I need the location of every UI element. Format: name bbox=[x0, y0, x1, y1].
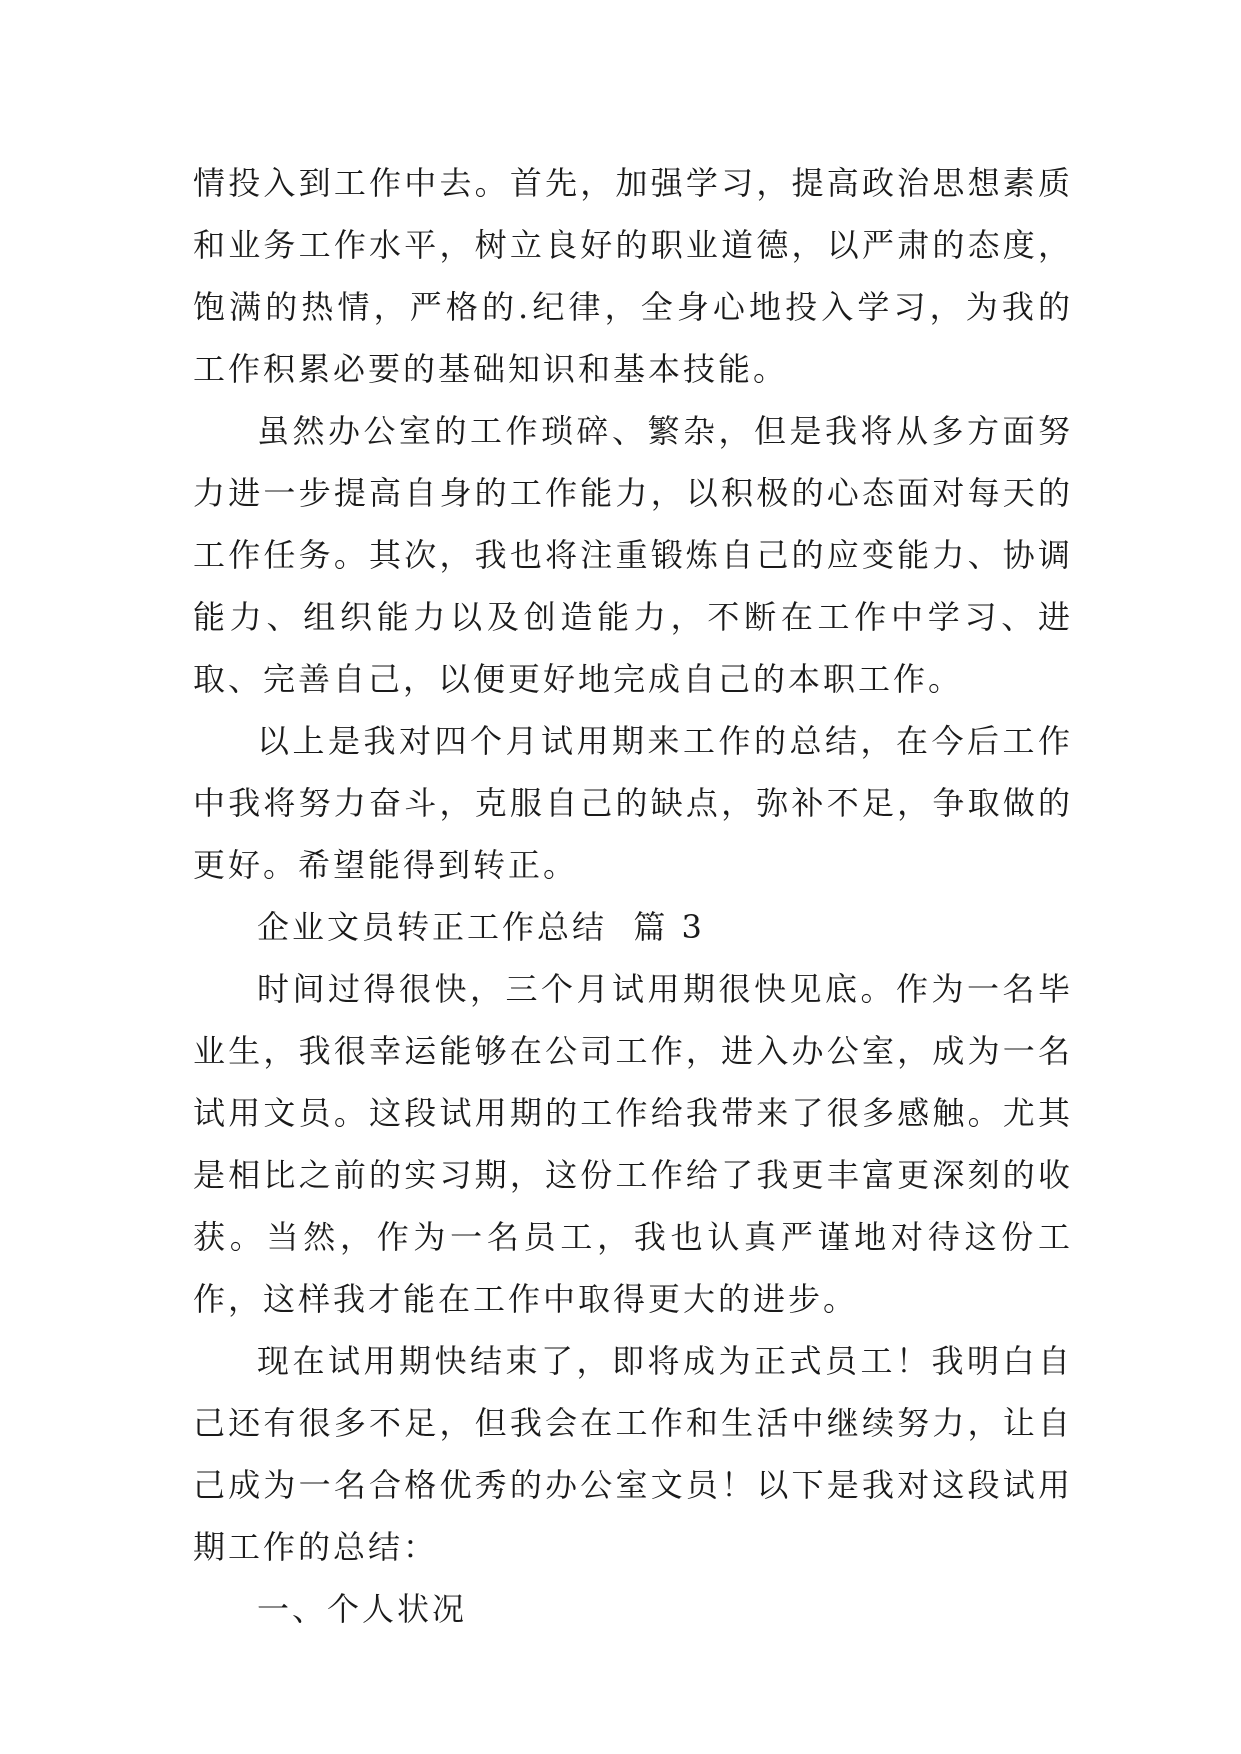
paragraph: 以上是我对四个月试用期来工作的总结，在今后工作中我将努力奋斗，克服自己的缺点，弥补不足，争取做的更好。希望能得到转正。 bbox=[193, 722, 1073, 884]
paragraph: 时间过得很快，三个月试用期很快见底。作为一名毕业生，我很幸运能够在公司工作，进入办公室，成为一名试用文员。这段试用期的工作给我带来了很多感触。尤其是相比之前的实习期，这份工作给了我更丰富更深刻的收获。当然，作为一名员工，我也认真严谨地对待这份工作，这样我才能在工作中取得更大的进步。 bbox=[193, 970, 1073, 1318]
subsection-heading: 一、个人状况 bbox=[257, 1590, 468, 1628]
paragraph: 现在试用期快结束了，即将成为正式员工！我明白自己还有很多不足，但我会在工作和生活中继续努力，让自己成为一名合格优秀的办公室文员！以下是我对这段试用期工作的总结： bbox=[193, 1342, 1073, 1566]
paragraph: 虽然办公室的工作琐碎、繁杂，但是我将从多方面努力进一步提高自身的工作能力，以积极的心态面对每天的工作任务。其次，我也将注重锻炼自己的应变能力、协调能力、组织能力以及创造能力，不断在工作中学习、进取、完善自己，以便更好地完成自己的本职工作。 bbox=[193, 412, 1073, 698]
paragraph-continued: 情投入到工作中去。首先，加强学习，提高政治思想素质和业务工作水平，树立良好的职业道德，以严肃的态度，饱满的热情，严格的.纪律，全身心地投入学习，为我的工作积累必要的基础知识和基本技能。 bbox=[193, 164, 1073, 388]
document-body bbox=[193, 152, 1073, 1640]
section-heading: 企业文员转正工作总结 篇 3 bbox=[257, 908, 705, 946]
